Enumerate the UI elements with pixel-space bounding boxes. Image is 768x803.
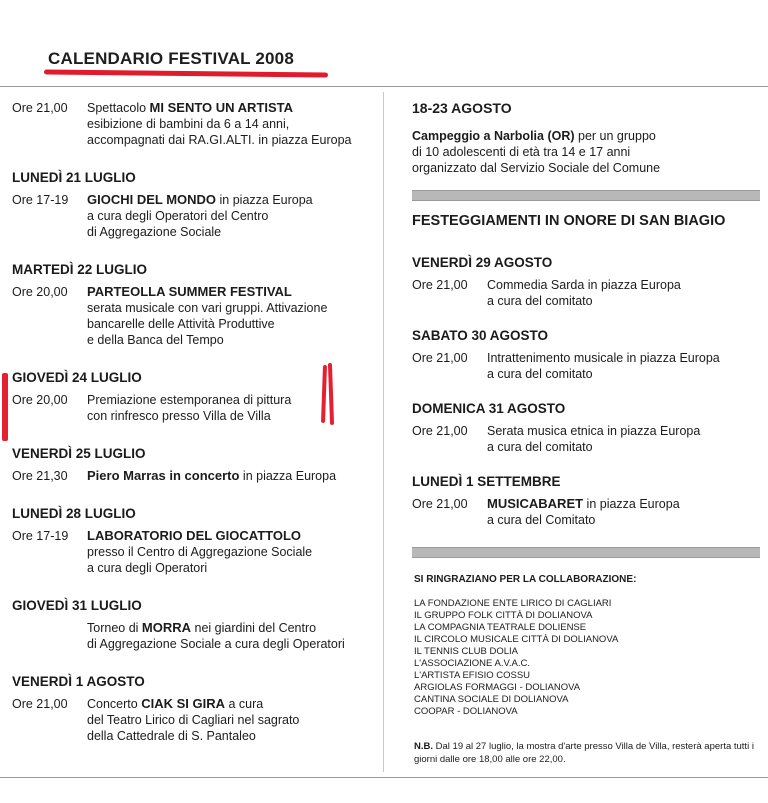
event-description-line: con rinfresco presso Villa de Villa [87, 409, 271, 423]
event-time: Ore 21,30 [12, 469, 68, 483]
event-entry [12, 528, 372, 576]
event-description-line: GIOCHI DEL MONDO in piazza Europa [87, 192, 313, 207]
thanks-item: LA COMPAGNIA TEATRALE DOLIENSE [414, 622, 587, 633]
event-time: Ore 21,00 [12, 101, 68, 115]
thanks-item: L'ARTISTA EFISIO COSSU [414, 670, 531, 681]
thanks-item: LA FONDAZIONE ENTE LIRICO DI CAGLIARI [414, 598, 612, 609]
event-day-heading: DOMENICA 31 AGOSTO [412, 401, 566, 416]
event-description-line: Piero Marras in concerto in piazza Europa [87, 468, 337, 483]
thanks-item: COOPAR - DOLIANOVA [414, 706, 518, 717]
camp-description [412, 128, 760, 176]
nb-text: Dal 19 al 27 luglio, la mostra d'arte presso Villa de Villa, resterà aperta tutti i giorni dalle ore 18,00 alle ore 22,00. [414, 741, 754, 765]
left-column [12, 100, 372, 766]
event-entry [12, 392, 372, 424]
event-description [487, 496, 760, 528]
event-description-line: accompagnati dai RA.GI.ALTI. in piazza Europa [87, 133, 352, 147]
event-description-line: Commedia Sarda in piazza Europa [487, 278, 681, 292]
event-description-line: a cura del comitato [487, 294, 593, 308]
event-description-line: esibizione di bambini da 6 a 14 anni, [87, 117, 290, 131]
event-description [487, 350, 760, 382]
thanks-item: CANTINA SOCIALE DI DOLIANOVA [414, 694, 569, 705]
event-description-line: PARTEOLLA SUMMER FESTIVAL [87, 284, 292, 299]
event-description-line: MUSICABARET in piazza Europa [487, 496, 680, 511]
event-entry [412, 496, 760, 528]
event-description-line: a cura degli Operatori [87, 561, 208, 575]
event-description-line: a cura del Comitato [487, 513, 596, 527]
event-description-line: della Cattedrale di S. Pantaleo [87, 729, 256, 743]
event-time: Ore 21,00 [412, 351, 468, 365]
event-description-line: a cura degli Operatori del Centro [87, 209, 269, 223]
gray-divider-bar [412, 547, 760, 558]
event-description-line: Premiazione estemporanea di pittura [87, 393, 292, 407]
event-description [487, 423, 760, 455]
gray-divider-bar [412, 190, 760, 201]
event-description [87, 192, 372, 240]
camp-line: di 10 adolescenti di età tra 14 e 17 anni [412, 145, 631, 159]
event-day-heading: VENERDÌ 25 LUGLIO [12, 446, 146, 461]
festa-heading: FESTEGGIAMENTI IN ONORE DI SAN BIAGIO [412, 213, 726, 229]
event-description [487, 277, 760, 309]
event-entry [12, 696, 372, 744]
event-description [87, 528, 372, 576]
thanks-item: IL CIRCOLO MUSICALE CITTÀ DI DOLIANOVA [414, 634, 619, 645]
event-time [12, 620, 87, 652]
event-day-heading: LUNEDÌ 28 LUGLIO [12, 506, 136, 521]
nb-note [414, 740, 760, 766]
event-day-heading: VENERDÌ 1 AGOSTO [12, 674, 145, 689]
top-rule [0, 86, 768, 87]
event-time: Ore 17-19 [12, 193, 69, 207]
event-description-line: presso il Centro di Aggregazione Sociale [87, 545, 313, 559]
title-red-underline [44, 70, 328, 78]
event-description [87, 392, 372, 424]
event-description [87, 284, 372, 348]
left-event-list [12, 100, 372, 744]
camp-heading: 18-23 AGOSTO [412, 100, 512, 116]
nb-label: N.B. [414, 741, 433, 752]
right-event-list [412, 255, 760, 528]
event-day-heading: SABATO 30 AGOSTO [412, 328, 549, 343]
thanks-item: IL GRUPPO FOLK CITTÀ DI DOLIANOVA [414, 610, 593, 621]
event-time: Ore 20,00 [12, 285, 68, 299]
event-entry [12, 620, 372, 652]
thanks-item: L'ASSOCIAZIONE A.V.A.C. [414, 658, 531, 669]
event-time: Ore 21,00 [412, 497, 468, 511]
event-description-line: Concerto CIAK SI GIRA a cura [87, 696, 264, 711]
event-description-line: di Aggregazione Sociale a cura degli Operatori [87, 637, 345, 651]
column-divider [383, 92, 384, 772]
event-description [87, 468, 372, 484]
event-description [87, 100, 372, 148]
event-description-line: Intrattenimento musicale in piazza Europa [487, 351, 720, 365]
page-title: CALENDARIO FESTIVAL 2008 [48, 49, 294, 68]
event-description-line: del Teatro Lirico di Cagliari nel sagrato [87, 713, 300, 727]
event-description-line: di Aggregazione Sociale [87, 225, 222, 239]
event-description-line: Torneo di MORRA nei giardini del Centro [87, 620, 317, 635]
event-description-line: Spettacolo MI SENTO UN ARTISTA [87, 100, 294, 115]
thanks-title: SI RINGRAZIANO PER LA COLLABORAZIONE: [414, 574, 637, 585]
event-time: Ore 21,00 [12, 697, 68, 711]
right-column [412, 100, 760, 766]
camp-line: Campeggio a Narbolia (OR) per un gruppo [412, 129, 656, 143]
event-day-heading: GIOVEDÌ 31 LUGLIO [12, 598, 142, 613]
event-description-line: LABORATORIO DEL GIOCATTOLO [87, 528, 302, 543]
event-description [87, 620, 372, 652]
event-day-heading: GIOVEDÌ 24 LUGLIO [12, 370, 142, 385]
thanks-item: IL TENNIS CLUB DOLIA [414, 646, 519, 657]
event-description-line: e della Banca del Tempo [87, 333, 224, 347]
event-day-heading: MARTEDÌ 22 LUGLIO [12, 262, 148, 277]
event-day-heading: LUNEDÌ 21 LUGLIO [12, 170, 136, 185]
event-description-line: Serata musica etnica in piazza Europa [487, 424, 701, 438]
event-description-line: a cura del comitato [487, 367, 593, 381]
event-entry [12, 468, 372, 484]
red-marker-left [2, 373, 8, 441]
event-entry [412, 423, 760, 455]
event-time: Ore 20,00 [12, 393, 68, 407]
event-entry [412, 277, 760, 309]
event-day-heading: LUNEDÌ 1 SETTEMBRE [412, 474, 561, 489]
event-description-line: serata musicale con vari gruppi. Attivazione [87, 301, 328, 315]
event-entry [12, 284, 372, 348]
event-description [87, 696, 372, 744]
event-entry [412, 350, 760, 382]
event-time: Ore 17-19 [12, 529, 69, 543]
event-entry [12, 192, 372, 240]
event-description-line: a cura del comitato [487, 440, 593, 454]
thanks-item: ARGIOLAS FORMAGGI - DOLIANOVA [414, 682, 581, 693]
thanks-list [414, 598, 760, 718]
event-time: Ore 21,00 [412, 424, 468, 438]
event-entry [12, 100, 372, 148]
bottom-rule [0, 777, 768, 778]
event-day-heading: VENERDÌ 29 AGOSTO [412, 255, 553, 270]
camp-line: organizzato dal Servizio Sociale del Comune [412, 161, 661, 175]
event-time: Ore 21,00 [412, 278, 468, 292]
event-description-line: bancarelle delle Attività Produttive [87, 317, 275, 331]
